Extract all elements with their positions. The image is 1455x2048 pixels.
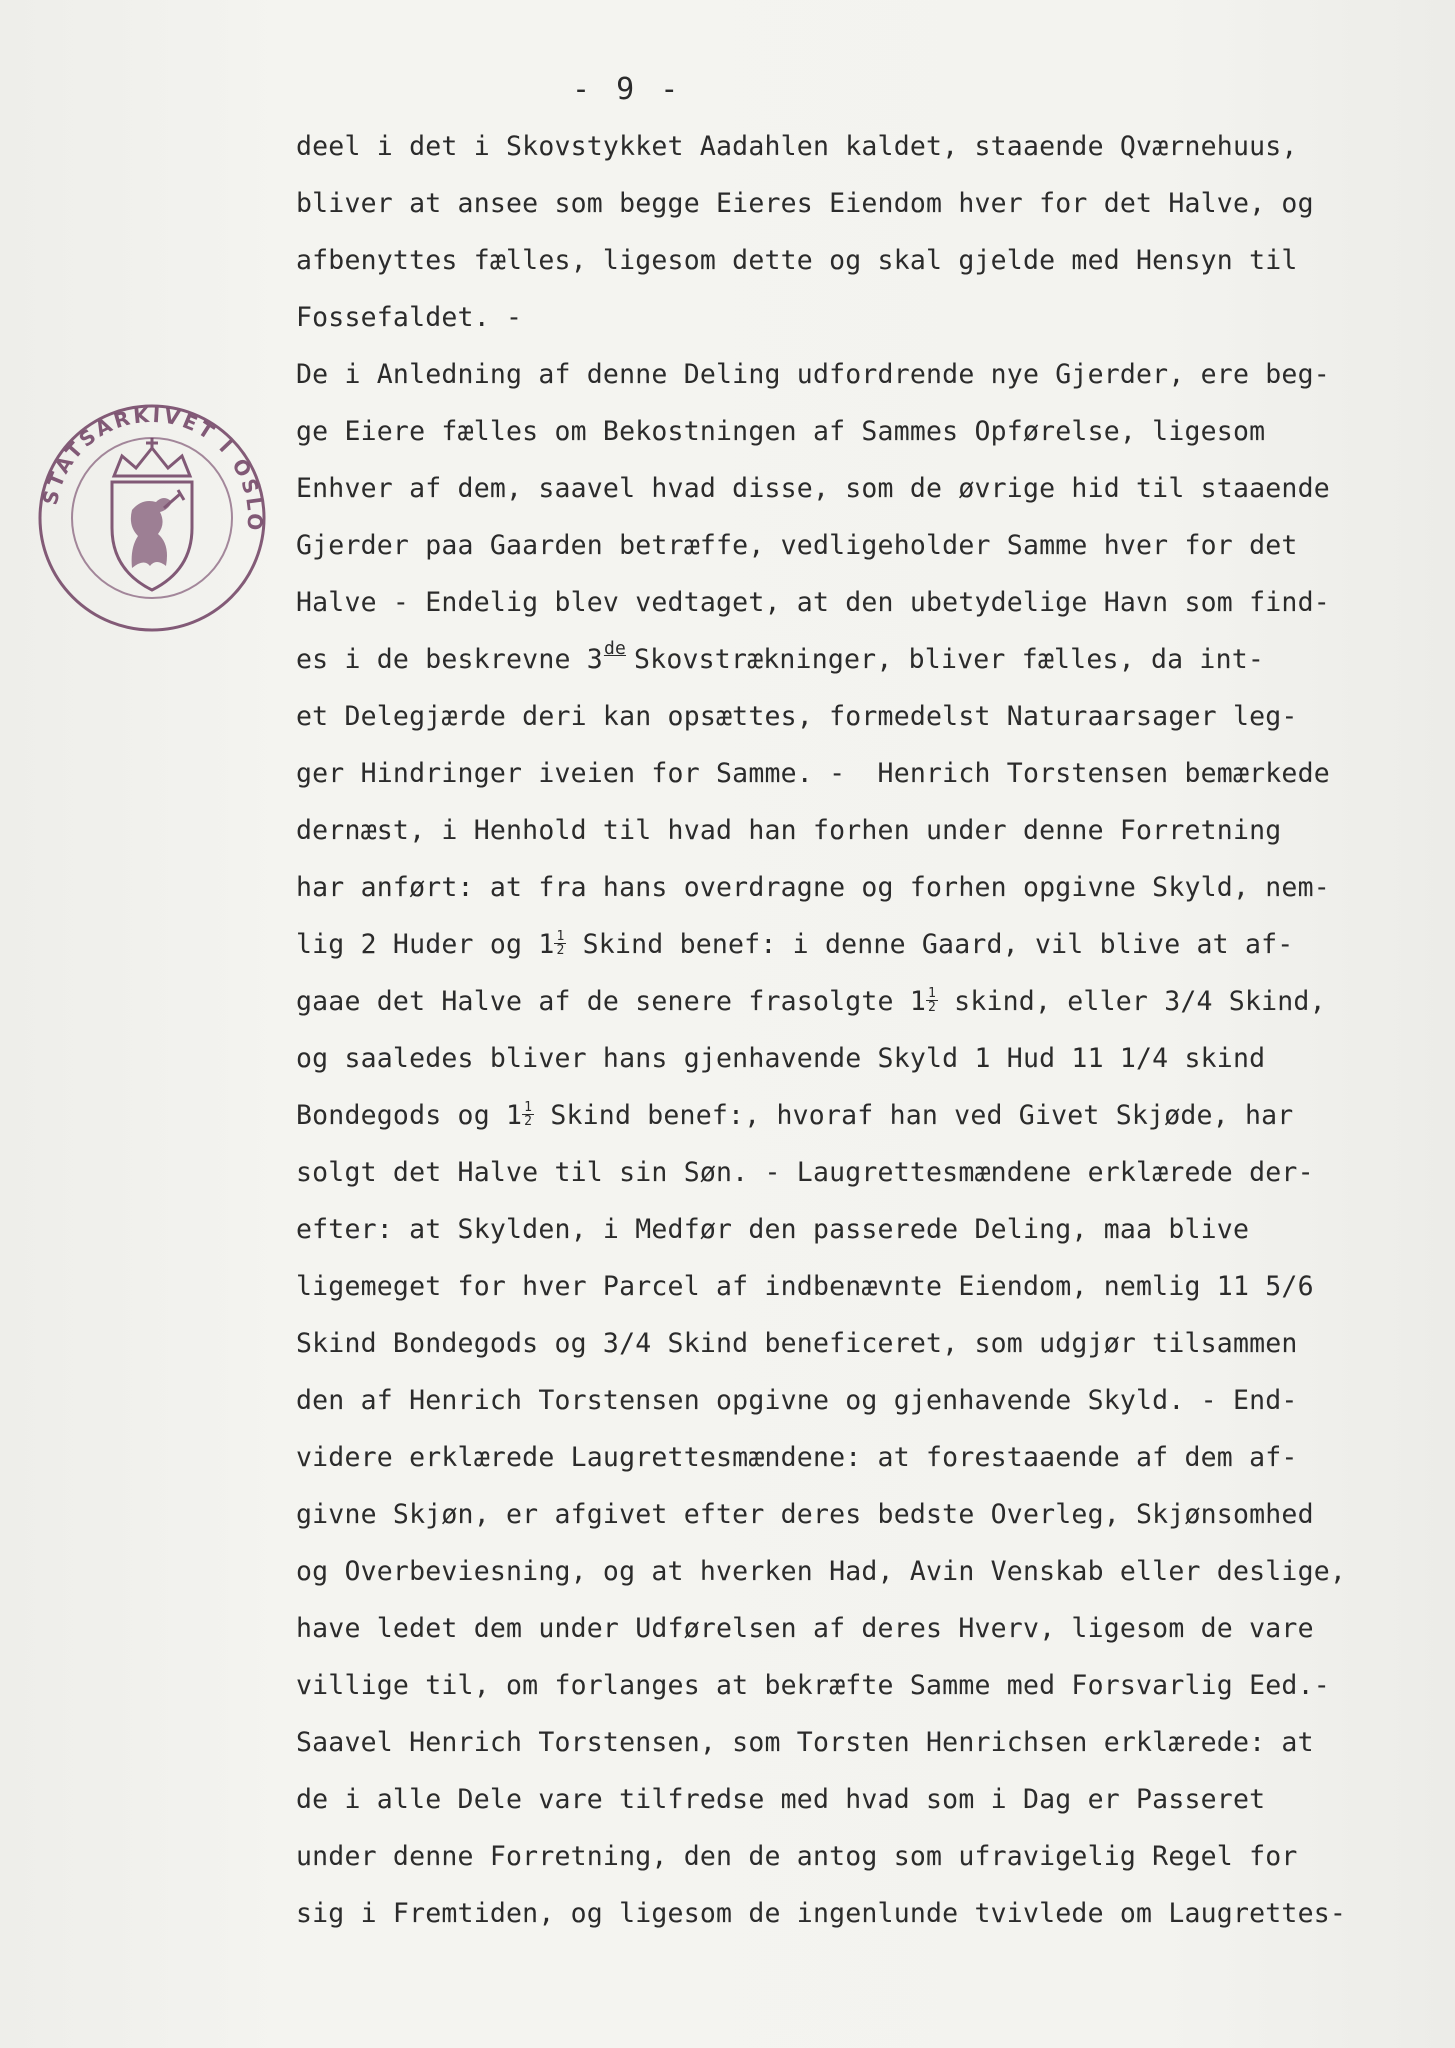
text-line-segment: lig 2 Huder og 1 — [296, 929, 555, 960]
text-line-segment: De i Anledning af denne Deling udfordrende nye Gjerder, ere beg- — [296, 359, 1330, 390]
fraction-numerator: 1 — [524, 1100, 533, 1115]
text-line — [296, 175, 1421, 232]
fraction-denominator: 2 — [928, 1000, 937, 1015]
text-line — [296, 688, 1421, 745]
fraction-numerator: 1 — [928, 986, 937, 1001]
text-line-segment: ge Eiere fælles om Bekostningen af Sammes Opførelse, ligesom — [296, 416, 1266, 447]
text-line — [296, 1771, 1421, 1828]
text-line-segment: solgt det Halve til sin Søn. - Laugrettesmændene erklærede der- — [296, 1157, 1314, 1188]
text-line-segment: gaae det Halve af de senere frasolgte 1 — [296, 986, 927, 1017]
text-line — [296, 859, 1421, 916]
text-line — [296, 1885, 1421, 1942]
text-line — [296, 1714, 1421, 1771]
text-line-segment: bliver at ansee som begge Eieres Eiendom hver for det Halve, og — [296, 188, 1314, 219]
text-line — [296, 1030, 1421, 1087]
text-line-segment: afbenyttes fælles, ligesom dette og skal gjelde med Hensyn til — [296, 245, 1298, 276]
text-line-segment: et Delegjærde deri kan opsættes, formedelst Naturaarsager leg- — [296, 701, 1298, 732]
text-line-segment: efter: at Skylden, i Medfør den passerede Deling, maa blive — [296, 1214, 1250, 1245]
text-line — [296, 745, 1421, 802]
text-line-segment: videre erklærede Laugrettesmændene: at forestaaende af dem af- — [296, 1442, 1298, 1473]
text-line — [296, 232, 1421, 289]
text-line-segment: under denne Forretning, den de antog som ufravigelig Regel for — [296, 1841, 1298, 1872]
text-line — [296, 574, 1421, 631]
text-line-segment: Halve - Endelig blev vedtaget, at den ubetydelige Havn som find- — [296, 587, 1330, 618]
text-line — [296, 1828, 1421, 1885]
text-line-segment: de i alle Dele vare tilfredse med hvad som i Dag er Passeret — [296, 1784, 1266, 1815]
text-line — [296, 1600, 1421, 1657]
text-line — [296, 1144, 1421, 1201]
text-line — [296, 1258, 1421, 1315]
text-line-segment: givne Skjøn, er afgivet efter deres bedste Overleg, Skjønsomhed — [296, 1499, 1314, 1530]
fraction — [554, 930, 566, 957]
text-line-segment: Bondegods og 1 — [296, 1100, 523, 1131]
text-line — [296, 289, 1421, 346]
text-line — [296, 1486, 1421, 1543]
text-line — [296, 346, 1421, 403]
text-line — [296, 1657, 1421, 1714]
text-line-segment: sig i Fremtiden, og ligesom de ingenlunde tvivlede om Laugrettes- — [296, 1898, 1347, 1929]
text-line-segment: Gjerder paa Gaarden betræffe, vedligeholder Samme hver for det — [296, 530, 1298, 561]
text-line-segment: Skovstrækninger, bliver fælles, da int- — [634, 644, 1265, 675]
text-line — [296, 973, 1421, 1030]
text-line — [296, 460, 1421, 517]
document-body — [296, 118, 1421, 1942]
text-line-segment: og Overbeviesning, og at hverken Had, Avin Venskab eller deslige, — [296, 1556, 1347, 1587]
text-line — [296, 916, 1421, 973]
stamp-text: STATSARKIVET I OSLO — [37, 402, 268, 534]
coat-of-arms-lion-icon — [112, 438, 192, 590]
page-number: - 9 - — [572, 72, 683, 107]
text-line-segment: es i de beskrevne 3 — [296, 644, 603, 675]
text-line-segment: ligemeget for hver Parcel af indbenævnte Eiendom, nemlig 11 5/6 — [296, 1271, 1314, 1302]
text-line — [296, 1087, 1421, 1144]
fraction-numerator: 1 — [556, 929, 565, 944]
text-line — [296, 1372, 1421, 1429]
text-line-segment: dernæst, i Henhold til hvad han forhen under denne Forretning — [296, 815, 1282, 846]
text-line — [296, 631, 1421, 688]
text-line-segment: deel i det i Skovstykket Aadahlen kaldet, staaende Qværnehuus, — [296, 131, 1298, 162]
text-line-segment: ger Hindringer iveien for Samme. - Henrich Torstensen bemærkede — [296, 758, 1330, 789]
text-line-segment: skind, eller 3/4 Skind, — [938, 986, 1326, 1017]
text-line-segment: have ledet dem under Udførelsen af deres Hverv, ligesom de vare — [296, 1613, 1314, 1644]
text-line — [296, 517, 1421, 574]
text-line-segment: Skind Bondegods og 3/4 Skind beneficeret, som udgjør tilsammen — [296, 1328, 1298, 1359]
text-line-segment: Fossefaldet. - — [296, 302, 523, 333]
text-line-segment: Enhver af dem, saavel hvad disse, som de øvrige hid til staaende — [296, 473, 1330, 504]
text-line-segment: har anført: at fra hans overdragne og forhen opgivne Skyld, nem- — [296, 872, 1330, 903]
text-line-segment: Saavel Henrich Torstensen, som Torsten Henrichsen erklærede: at — [296, 1727, 1314, 1758]
text-line-segment: villige til, om forlanges at bekræfte Samme med Forsvarlig Eed.- — [296, 1670, 1330, 1701]
text-line — [296, 1315, 1421, 1372]
text-line-segment: Skind benef:, hvoraf han ved Givet Skjøde, har — [534, 1100, 1294, 1131]
text-line-segment: og saaledes bliver hans gjenhavende Skyld 1 Hud 11 1/4 skind — [296, 1043, 1266, 1074]
text-line — [296, 403, 1421, 460]
fraction — [522, 1101, 534, 1128]
text-line-segment: Skind benef: i denne Gaard, vil blive at af- — [566, 929, 1294, 960]
text-line — [296, 802, 1421, 859]
ordinal-superscript: de — [603, 638, 627, 659]
text-line — [296, 1429, 1421, 1486]
stamp-svg — [32, 398, 272, 638]
text-line-segment: den af Henrich Torstensen opgivne og gjenhavende Skyld. - End- — [296, 1385, 1298, 1416]
fraction-denominator: 2 — [524, 1114, 533, 1129]
fraction — [926, 987, 938, 1014]
archive-stamp — [32, 398, 272, 638]
text-line — [296, 1201, 1421, 1258]
text-line — [296, 1543, 1421, 1600]
text-line — [296, 118, 1421, 175]
fraction-denominator: 2 — [556, 943, 565, 958]
